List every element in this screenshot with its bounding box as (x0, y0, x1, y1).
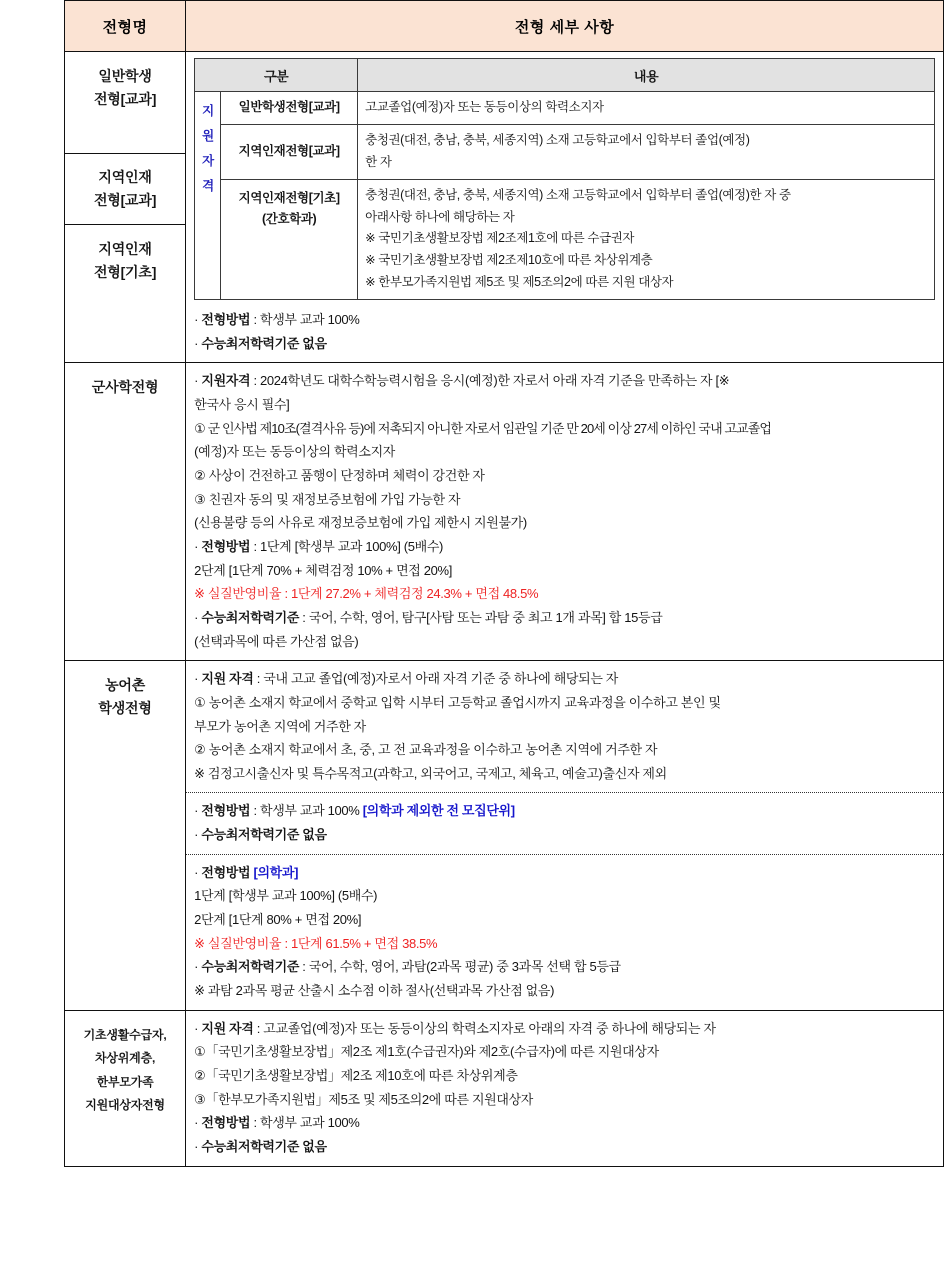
scope-tag-medical: [의학과] (253, 864, 299, 880)
line (194, 861, 935, 885)
content-line: 한 자 (365, 154, 392, 169)
line-text: 2단계 [1단계 80% + 면접 20%] (194, 912, 362, 928)
detail-cell-group1 (186, 52, 944, 363)
bullet: · (194, 609, 199, 625)
min-score-label: 수능최저학력기준 없음 (201, 335, 327, 351)
subtable-row-regional-gyogwa (195, 124, 935, 179)
sep: : (250, 312, 261, 327)
line-label: 지원 자격 (201, 1020, 254, 1036)
table-row-welfare (65, 1010, 944, 1166)
content-line: ※ 국민기초생활보장법 제2조제10호에 따른 차상위계층 (365, 253, 653, 268)
admission-name-line2: 차상위계층, (95, 1051, 156, 1066)
line (194, 393, 935, 417)
line (194, 1017, 935, 1041)
line (194, 979, 935, 1003)
line-text: 2024학년도 대학수학능력시험을 응시(예정)한 자로서 아래 자격 기준을 만족하는 자 [※ (260, 373, 730, 389)
line (194, 559, 935, 583)
subtable-kind-regional-gyogwa: 지역인재전형[교과] (221, 124, 358, 179)
qualification-label-line1: 지원 (202, 104, 214, 143)
line-text: ※ 검정고시출신자 및 특수목적고(과학고, 외국어고, 국제고, 체육고, 예술고)출신자 제외 (194, 765, 667, 781)
line-text: ② 사상이 건전하고 품행이 단정하며 체력이 강건한 자 (194, 467, 485, 483)
line-text: ③ 친권자 동의 및 재정보증보험에 가입 가능한 자 (194, 491, 461, 507)
bullet: · (194, 312, 199, 327)
subtable-kind-general: 일반학생전형[교과] (221, 92, 358, 125)
admission-name-line2: 전형[기초] (93, 264, 157, 281)
welfare-lines-block (186, 1011, 943, 1166)
admission-name-line1: 일반학생 (98, 68, 152, 84)
admissions-table (64, 0, 944, 1167)
line-text: 2단계 [1단계 70% + 체력검정 10% + 면접 20%] (194, 562, 452, 578)
content-line: 충청권(대전, 충남, 충북, 세종지역) 소재 고등학교에서 입학부터 졸업(예정) (365, 132, 750, 147)
subtable-header-gubun: 구분 (195, 59, 358, 92)
subtable-row-regional-gicho (195, 179, 935, 299)
subtable-header-naeyong: 내용 (358, 59, 935, 92)
line-text: 한국사 응시 필수] (194, 396, 290, 412)
line-label: 전형방법 (201, 538, 251, 554)
content-line: 충청권(대전, 충남, 충북, 세종지역) 소재 고등학교에서 입학부터 졸업(예정)한 자 중 (365, 187, 791, 202)
line (194, 535, 935, 559)
line-label: 전형방법 (201, 1115, 251, 1131)
line-text: ① 군 인사법 제10조(결격사유 등)에 저촉되지 아니한 자로서 임관일 기준 만 20세 이상 27세 이하인 국내 고교졸업 (194, 420, 772, 436)
subtable-content-regional-gicho (358, 179, 935, 299)
admission-name-line2: 학생전형 (98, 700, 152, 717)
subtable-header-row (195, 59, 935, 92)
sep: : (250, 538, 261, 554)
admission-name-line2: 전형[교과] (93, 192, 157, 208)
line (194, 511, 935, 535)
bullet: · (194, 373, 199, 389)
line-ratio-highlight (194, 932, 935, 956)
line-text: 1단계 [학생부 교과 100%] (5배수) (194, 888, 378, 904)
subtable-content-regional-gyogwa (358, 124, 935, 179)
table-row-general (65, 52, 944, 154)
content-line: 고교졸업(예정)자 또는 동등이상의 학력소지자 (365, 100, 604, 114)
line (194, 1135, 935, 1159)
qualification-vertical-label (195, 92, 221, 300)
line-text: ② 농어촌 소재지 학교에서 초, 중, 고 전 교육과정을 이수하고 농어촌 지역에 거주한 자 (194, 742, 658, 758)
line-text: ① 농어촌 소재지 학교에서 중학교 입학 시부터 고등학교 졸업시까지 교육과정을 이수하고 본인 및 (194, 694, 721, 710)
line (194, 738, 935, 762)
line-text: ※ 실질반영비율 : 1단계 27.2% + 체력검정 24.3% + 면접 48.5% (194, 586, 539, 602)
content-line: ※ 한부모가족지원법 제5조 및 제5조의2에 따른 지원 대상자 (365, 275, 674, 290)
admission-name-general (65, 52, 186, 154)
line (194, 823, 935, 847)
detail-cell-welfare (186, 1010, 944, 1166)
line (194, 630, 935, 654)
line (194, 369, 935, 393)
sep: : (253, 1020, 264, 1036)
detail-cell-military (186, 363, 944, 661)
line-text: ※ 과탐 2과목 평균 산출시 소수점 이하 절사(선택과목 가산점 없음) (194, 983, 555, 999)
line-label: 지원 자격 (201, 671, 254, 687)
qualification-subtable (194, 58, 935, 300)
line-text: ②「국민기초생활보장법」제2조 제10호에 따른 차상위계층 (194, 1068, 518, 1084)
rural-method-medical-block (186, 854, 943, 1010)
line (194, 691, 935, 715)
line-text: 학생부 교과 100% (260, 803, 363, 819)
admission-name-regional-gicho (65, 225, 186, 363)
sep: : (299, 959, 309, 975)
line-text: 국어, 수학, 영어, 탐구[사탐 또는 과탐 중 최고 1개 과목] 합 15등급 (308, 609, 663, 625)
military-lines-block (186, 363, 943, 660)
admission-name-line2: 전형[교과] (93, 91, 157, 108)
bullet: · (194, 1115, 199, 1131)
line (194, 715, 935, 739)
line (194, 955, 935, 979)
line-ratio-highlight (194, 582, 935, 606)
admission-name-line1: 지역인재 (98, 241, 152, 257)
table-header-row (65, 1, 944, 52)
line-text: 국내 고교 졸업(예정)자로서 아래 자격 기준 중 하나에 해당되는 자 (263, 671, 619, 687)
method-text: 학생부 교과 100% (260, 312, 360, 327)
line-label: 지원자격 (201, 373, 251, 389)
admission-name-rural (65, 661, 186, 1011)
line-text: ※ 실질반영비율 : 1단계 61.5% + 면접 38.5% (194, 935, 438, 951)
subtable-content-general (358, 92, 935, 125)
line (194, 1064, 935, 1088)
bullet: · (194, 1020, 199, 1036)
table-row-rural (65, 661, 944, 1011)
bullet: · (194, 335, 199, 351)
rural-method-nonmed-block (186, 792, 943, 853)
admission-name-line4: 지원대상자전형 (85, 1097, 165, 1112)
qualification-subtable-wrap (186, 52, 943, 306)
admission-name-regional-gyogwa (65, 154, 186, 225)
line (194, 464, 935, 488)
line (194, 1111, 935, 1135)
method-block-group1 (186, 306, 943, 362)
content-line: 아래사항 하나에 해당하는 자 (365, 209, 515, 224)
sep: : (250, 803, 261, 819)
table-row-military (65, 363, 944, 661)
bullet: · (194, 864, 199, 880)
line-text: 학생부 교과 100% (260, 1115, 360, 1131)
line-label: 전형방법 (201, 864, 254, 880)
bullet: · (194, 803, 199, 819)
subtable-kind-regional-gicho (221, 179, 358, 299)
line-label: 수능최저학력기준 (201, 959, 300, 975)
admission-name-line1: 기초생활수급자, (83, 1027, 167, 1042)
min-score-line (194, 332, 935, 356)
min-score-label: 수능최저학력기준 없음 (201, 1139, 327, 1154)
bullet: · (194, 959, 199, 975)
min-score-label: 수능최저학력기준 없음 (201, 827, 327, 843)
line (194, 667, 935, 691)
subtable-row-general (195, 92, 935, 125)
bullet: · (194, 671, 199, 687)
line-text: ③「한부모가족지원법」제5조 및 제5조의2에 따른 지원대상자 (194, 1091, 533, 1107)
line-label: 전형방법 (201, 803, 251, 819)
line-text: 부모가 농어촌 지역에 거주한 자 (194, 718, 366, 734)
admission-name-line3: 한부모가족 (96, 1074, 154, 1089)
line (194, 884, 935, 908)
admission-name-military: 군사학전형 (65, 363, 186, 661)
qualification-label-line2: 자격 (202, 154, 214, 193)
line (194, 1088, 935, 1112)
sep: : (250, 373, 261, 389)
admission-name-line1: 지역인재 (98, 168, 152, 185)
admission-name-line1: 농어촌 (105, 677, 146, 694)
bullet: · (194, 1139, 199, 1154)
sep: : (253, 671, 264, 687)
bullet: · (194, 827, 199, 843)
line-text: 1단계 [학생부 교과 100%] (5배수) (260, 538, 444, 554)
scope-tag-nonmedical: [의학과 제외한 전 모집단위] (362, 803, 515, 819)
line (194, 488, 935, 512)
sep: : (250, 1115, 261, 1131)
line (194, 799, 935, 823)
method-line (194, 308, 935, 332)
content-line: ※ 국민기초생활보장법 제2조제1호에 따른 수급권자 (365, 231, 635, 246)
line-text: ①「국민기초생활보장법」제2조 제1호(수급권자)와 제2호(수급자)에 따른 지원대상자 (194, 1044, 659, 1060)
header-admission-detail: 전형 세부 사항 (186, 1, 944, 52)
line-text: 고교졸업(예정)자 또는 동등이상의 학력소지자로 아래의 자격 중 하나에 해당되는 자 (263, 1020, 716, 1036)
line (194, 1040, 935, 1064)
kind-line1: 지역인재전형[기초] (238, 190, 340, 205)
line (194, 606, 935, 630)
method-label: 전형방법 (201, 312, 251, 327)
line-text: (선택과목에 따른 가산점 없음) (194, 633, 359, 649)
bullet: · (194, 538, 199, 554)
line (194, 417, 935, 441)
rural-qualification-block (186, 661, 943, 792)
detail-cell-rural (186, 661, 944, 1011)
kind-line2: (간호학과) (262, 211, 317, 226)
line-label: 수능최저학력기준 (201, 609, 300, 625)
line (194, 440, 935, 464)
header-admission-name: 전형명 (65, 1, 186, 52)
line-text: (신용불량 등의 사유로 재정보증보험에 가입 제한시 지원불가) (194, 515, 527, 531)
line-text: (예정)자 또는 동등이상의 학력소지자 (194, 444, 395, 460)
line-text: 국어, 수학, 영어, 과탐(2과목 평균) 중 3과목 선택 합 5등급 (308, 959, 621, 975)
line (194, 908, 935, 932)
admission-name-welfare (65, 1010, 186, 1166)
line (194, 762, 935, 786)
sep: : (299, 609, 309, 625)
